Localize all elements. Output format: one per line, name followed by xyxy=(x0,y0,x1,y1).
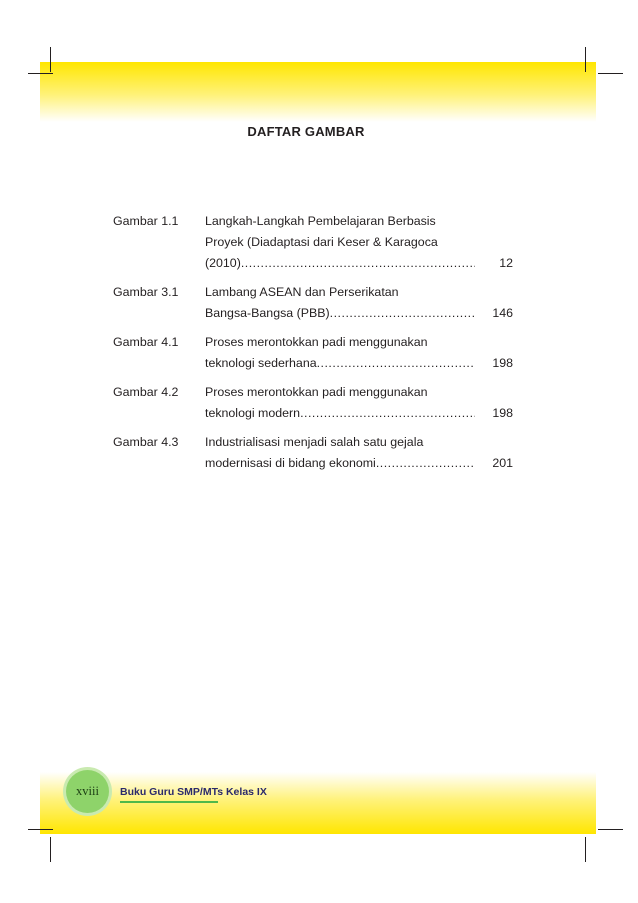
dot-leader xyxy=(330,303,475,324)
page-number: 146 xyxy=(492,306,513,320)
figure-caption-line: Bangsa-Bangsa (PBB) xyxy=(205,306,330,320)
crop-mark xyxy=(585,837,586,862)
figure-caption-line: modernisasi di bidang ekonomi xyxy=(205,456,376,470)
page-number: 198 xyxy=(492,356,513,370)
crop-mark xyxy=(50,837,51,862)
page-number: 198 xyxy=(492,406,513,420)
figure-label: Gambar 1.1 xyxy=(113,214,179,228)
book-title: Buku Guru SMP/MTs Kelas IX xyxy=(120,786,267,798)
list-item xyxy=(113,282,513,324)
figure-caption-line: Industrialisasi menjadi salah satu gejala xyxy=(205,435,424,449)
crop-mark xyxy=(50,47,51,72)
crop-mark xyxy=(585,47,586,72)
figure-caption-line: Proyek (Diadaptasi dari Keser & Karagoca xyxy=(205,235,438,249)
figure-list xyxy=(113,211,513,482)
crop-mark xyxy=(28,73,53,74)
figure-label: Gambar 4.1 xyxy=(113,335,179,349)
figure-caption-line: Proses merontokkan padi menggunakan xyxy=(205,385,428,399)
crop-mark xyxy=(28,829,53,830)
dot-leader xyxy=(241,253,475,274)
dot-leader xyxy=(300,403,475,424)
page-number: 12 xyxy=(499,256,513,270)
list-item xyxy=(113,211,513,274)
figure-caption-line: teknologi modern xyxy=(205,406,301,420)
figure-caption-line: Lambang ASEAN dan Perserikatan xyxy=(205,285,399,299)
figure-caption-line: Proses merontokkan padi menggunakan xyxy=(205,335,428,349)
page-number-badge: xviii xyxy=(66,770,109,813)
list-item xyxy=(113,332,513,374)
figure-caption-line: teknologi sederhana xyxy=(205,356,317,370)
figure-label: Gambar 4.2 xyxy=(113,385,179,399)
dot-leader xyxy=(376,453,475,474)
figure-label: Gambar 4.3 xyxy=(113,435,179,449)
crop-mark xyxy=(598,73,623,74)
list-item xyxy=(113,382,513,424)
crop-mark xyxy=(598,829,623,830)
top-yellow-band xyxy=(40,62,596,122)
book-title-underline xyxy=(120,801,218,803)
dot-leader xyxy=(317,353,475,374)
bottom-yellow-band xyxy=(40,772,596,834)
list-item xyxy=(113,432,513,474)
figure-label: Gambar 3.1 xyxy=(113,285,179,299)
page-number: 201 xyxy=(492,456,513,470)
figure-caption-line: (2010) xyxy=(205,256,241,270)
figure-caption-line: Langkah-Langkah Pembelajaran Berbasis xyxy=(205,214,436,228)
page-title: DAFTAR GAMBAR xyxy=(247,124,365,139)
